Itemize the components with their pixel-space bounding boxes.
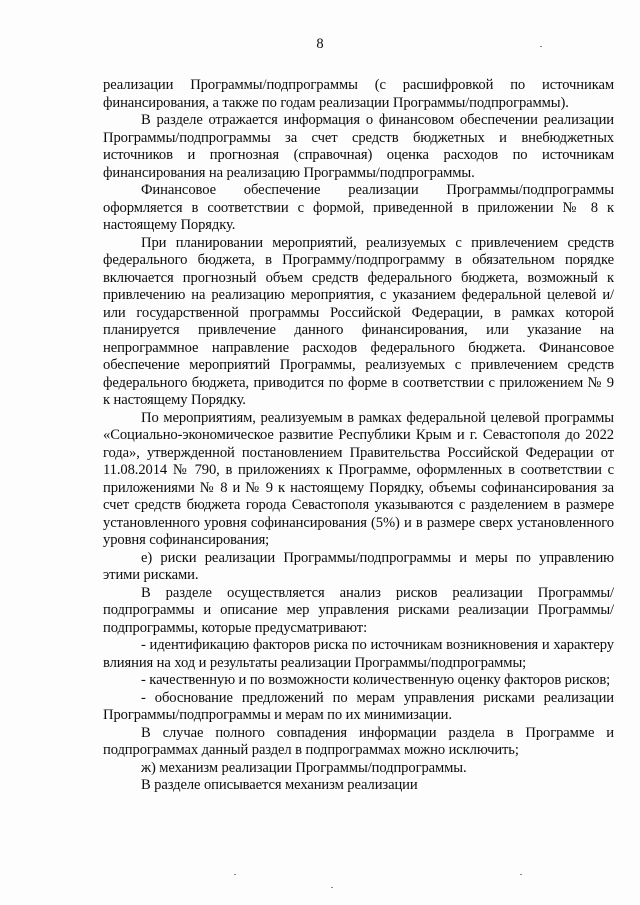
scan-speck (540, 46, 542, 47)
list-item-risk-identification: - идентификацию факторов риска по источникам возникновения и характеру влияния на ход и результаты реализации Программы/подпрограммы; (103, 637, 614, 671)
paragraph-fcp-crimea: По мероприятиям, реализуемым в рамках федеральной целевой программы «Социально-экономическое развитие Республики Крым и г. Севастополя до 2022 года», утвержденной постановлением Правительства Российской Федерации от 11.08.2014 № 790, в приложениях к Программе, оформленных в соответствии с приложениями № 8 и № 9 к настоящему Порядку, объемы софинансирования за счет средств бюджета города Севастополя указываются с разделением в размере установленного уровня софинансирования (5%) и в размере сверх установленного уровня софинансирования; (103, 409, 614, 548)
paragraph-financial-info: В разделе отражается информация о финансовом обеспечении реализации Программы/подпрограммы за счет средств бюджетных и внебюджетных источников и прогнозная (справочная) оценка расходов по источникам финансирования на реализацию Программы/подпрограммы. (103, 112, 614, 181)
scan-speck (234, 874, 236, 875)
page-number: 8 (316, 36, 324, 52)
paragraph-financing-form: Финансовое обеспечение реализации Программы/подпрограммы оформляется в соответствии с формой, приведенной в приложении № 8 к настоящему Порядку. (103, 182, 614, 233)
paragraph-duplicate-section: В случае полного совпадения информации раздела в Программе и подпрограммах данный раздел в подпрограммах можно исключить; (103, 724, 614, 758)
document-body (103, 77, 614, 795)
paragraph-section-zh-heading: ж) механизм реализации Программы/подпрограммы. (141, 759, 467, 776)
paragraph-federal-budget: При планировании мероприятий, реализуемых с привлечением средств федерального бюджета, в Программу/подпрограмму в обязательном порядке включается прогнозный объем средств федерального бюджета, возможный к привлечению на реализацию мероприятия, с указанием федеральной целевой и/или государственной программы Российской Федерации, в рамках которой планируется привлечение данного финансирования, или указание на непрограммное направление расходов федерального бюджета. Финансовое обеспечение мероприятий Программы, реализуемых с привлечением средств федерального бюджета, приводится по форме в соответствии с приложением № 9 к настоящему Порядку. (103, 234, 614, 408)
scan-speck (520, 874, 522, 875)
paragraph-risk-analysis: В разделе осуществляется анализ рисков реализации Программы/подпрограммы и описание мер управления рисками реализации Программы/подпрограммы, которые предусматривают: (103, 584, 614, 636)
paragraph-section-e-heading: е) риски реализации Программы/подпрограммы и меры по управлению этими рисками. (103, 549, 614, 583)
list-item-risk-assessment: - качественную и по возможности количественную оценку факторов рисков; (141, 672, 611, 688)
paragraph-financing-sources-end: реализации Программы/подпрограммы (с расшифровкой по источникам финансирования, а также по годам реализации Программы/подпрограммы). (103, 77, 614, 111)
list-item-risk-measures: - обоснование предложений по мерам управления рисками реализации Программы/подпрограммы и мерам по их минимизации. (103, 689, 614, 723)
paragraph-mechanism: В разделе описывается механизм реализации (141, 777, 418, 793)
scan-speck (331, 887, 333, 888)
